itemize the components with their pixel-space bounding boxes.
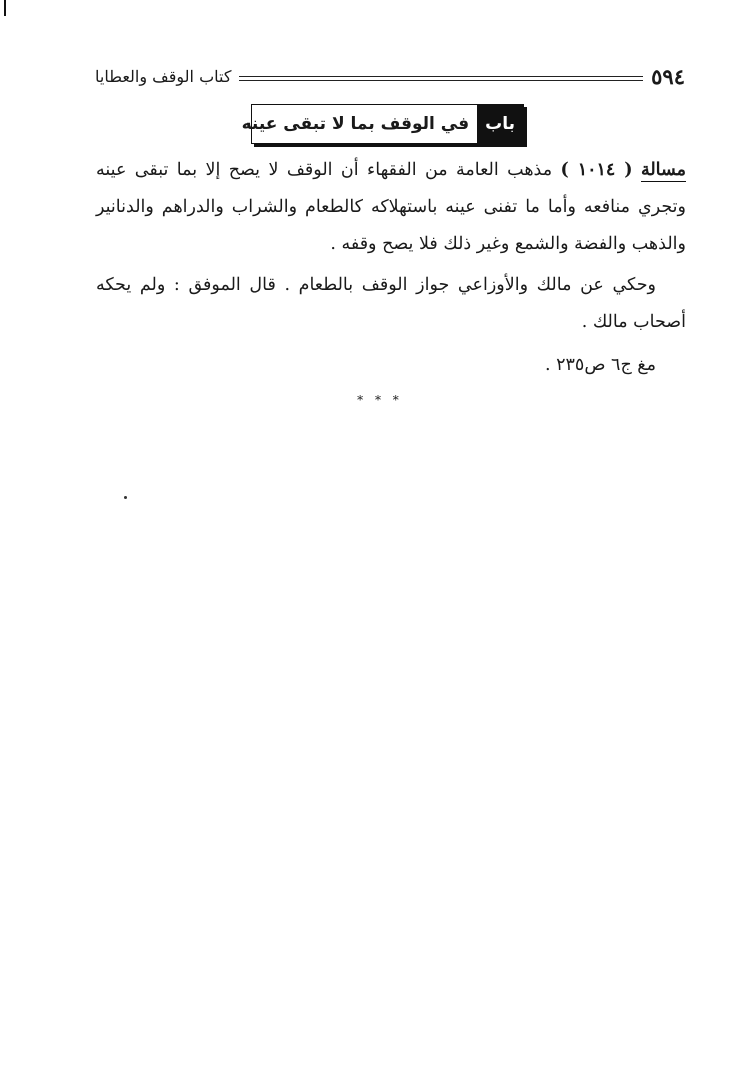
page-header (95, 62, 685, 90)
scan-mark (124, 496, 127, 499)
issue-text: مذهب العامة من الفقهاء أن الوقف لا يصح إلا بما تبقى عينه وتجري منافعه وأما ما تفنى عينه باستهلاكه كالطعام والشراب والدراهم والدنانير والذهب والفضة والشمع وغير ذلك فلا يصح وقفه . (96, 160, 686, 254)
section-title: في الوقف بما لا تبقى عينه (241, 114, 470, 134)
issue-label: مسالة (640, 160, 686, 180)
issue-number: ( ١٠١٤ ) (560, 160, 633, 180)
paragraph-2: وحكي عن مالك والأوزاعي جواز الوقف بالطعام . قال الموفق : ولم يحكه أصحاب مالك . (96, 275, 686, 332)
book-title: كتاب الوقف والعطايا (95, 66, 232, 86)
corner-mark (4, 0, 6, 16)
section-title-box (241, 104, 524, 144)
body-text (96, 152, 686, 384)
bab-label: باب (477, 105, 523, 143)
source-reference: مغ ج٦ ص٢٣٥ . (544, 355, 656, 375)
section-separator: * * * (357, 393, 403, 407)
page-number: ٥٩٤ (651, 63, 685, 89)
header-rule (239, 76, 643, 81)
issue-paragraph (96, 152, 686, 263)
